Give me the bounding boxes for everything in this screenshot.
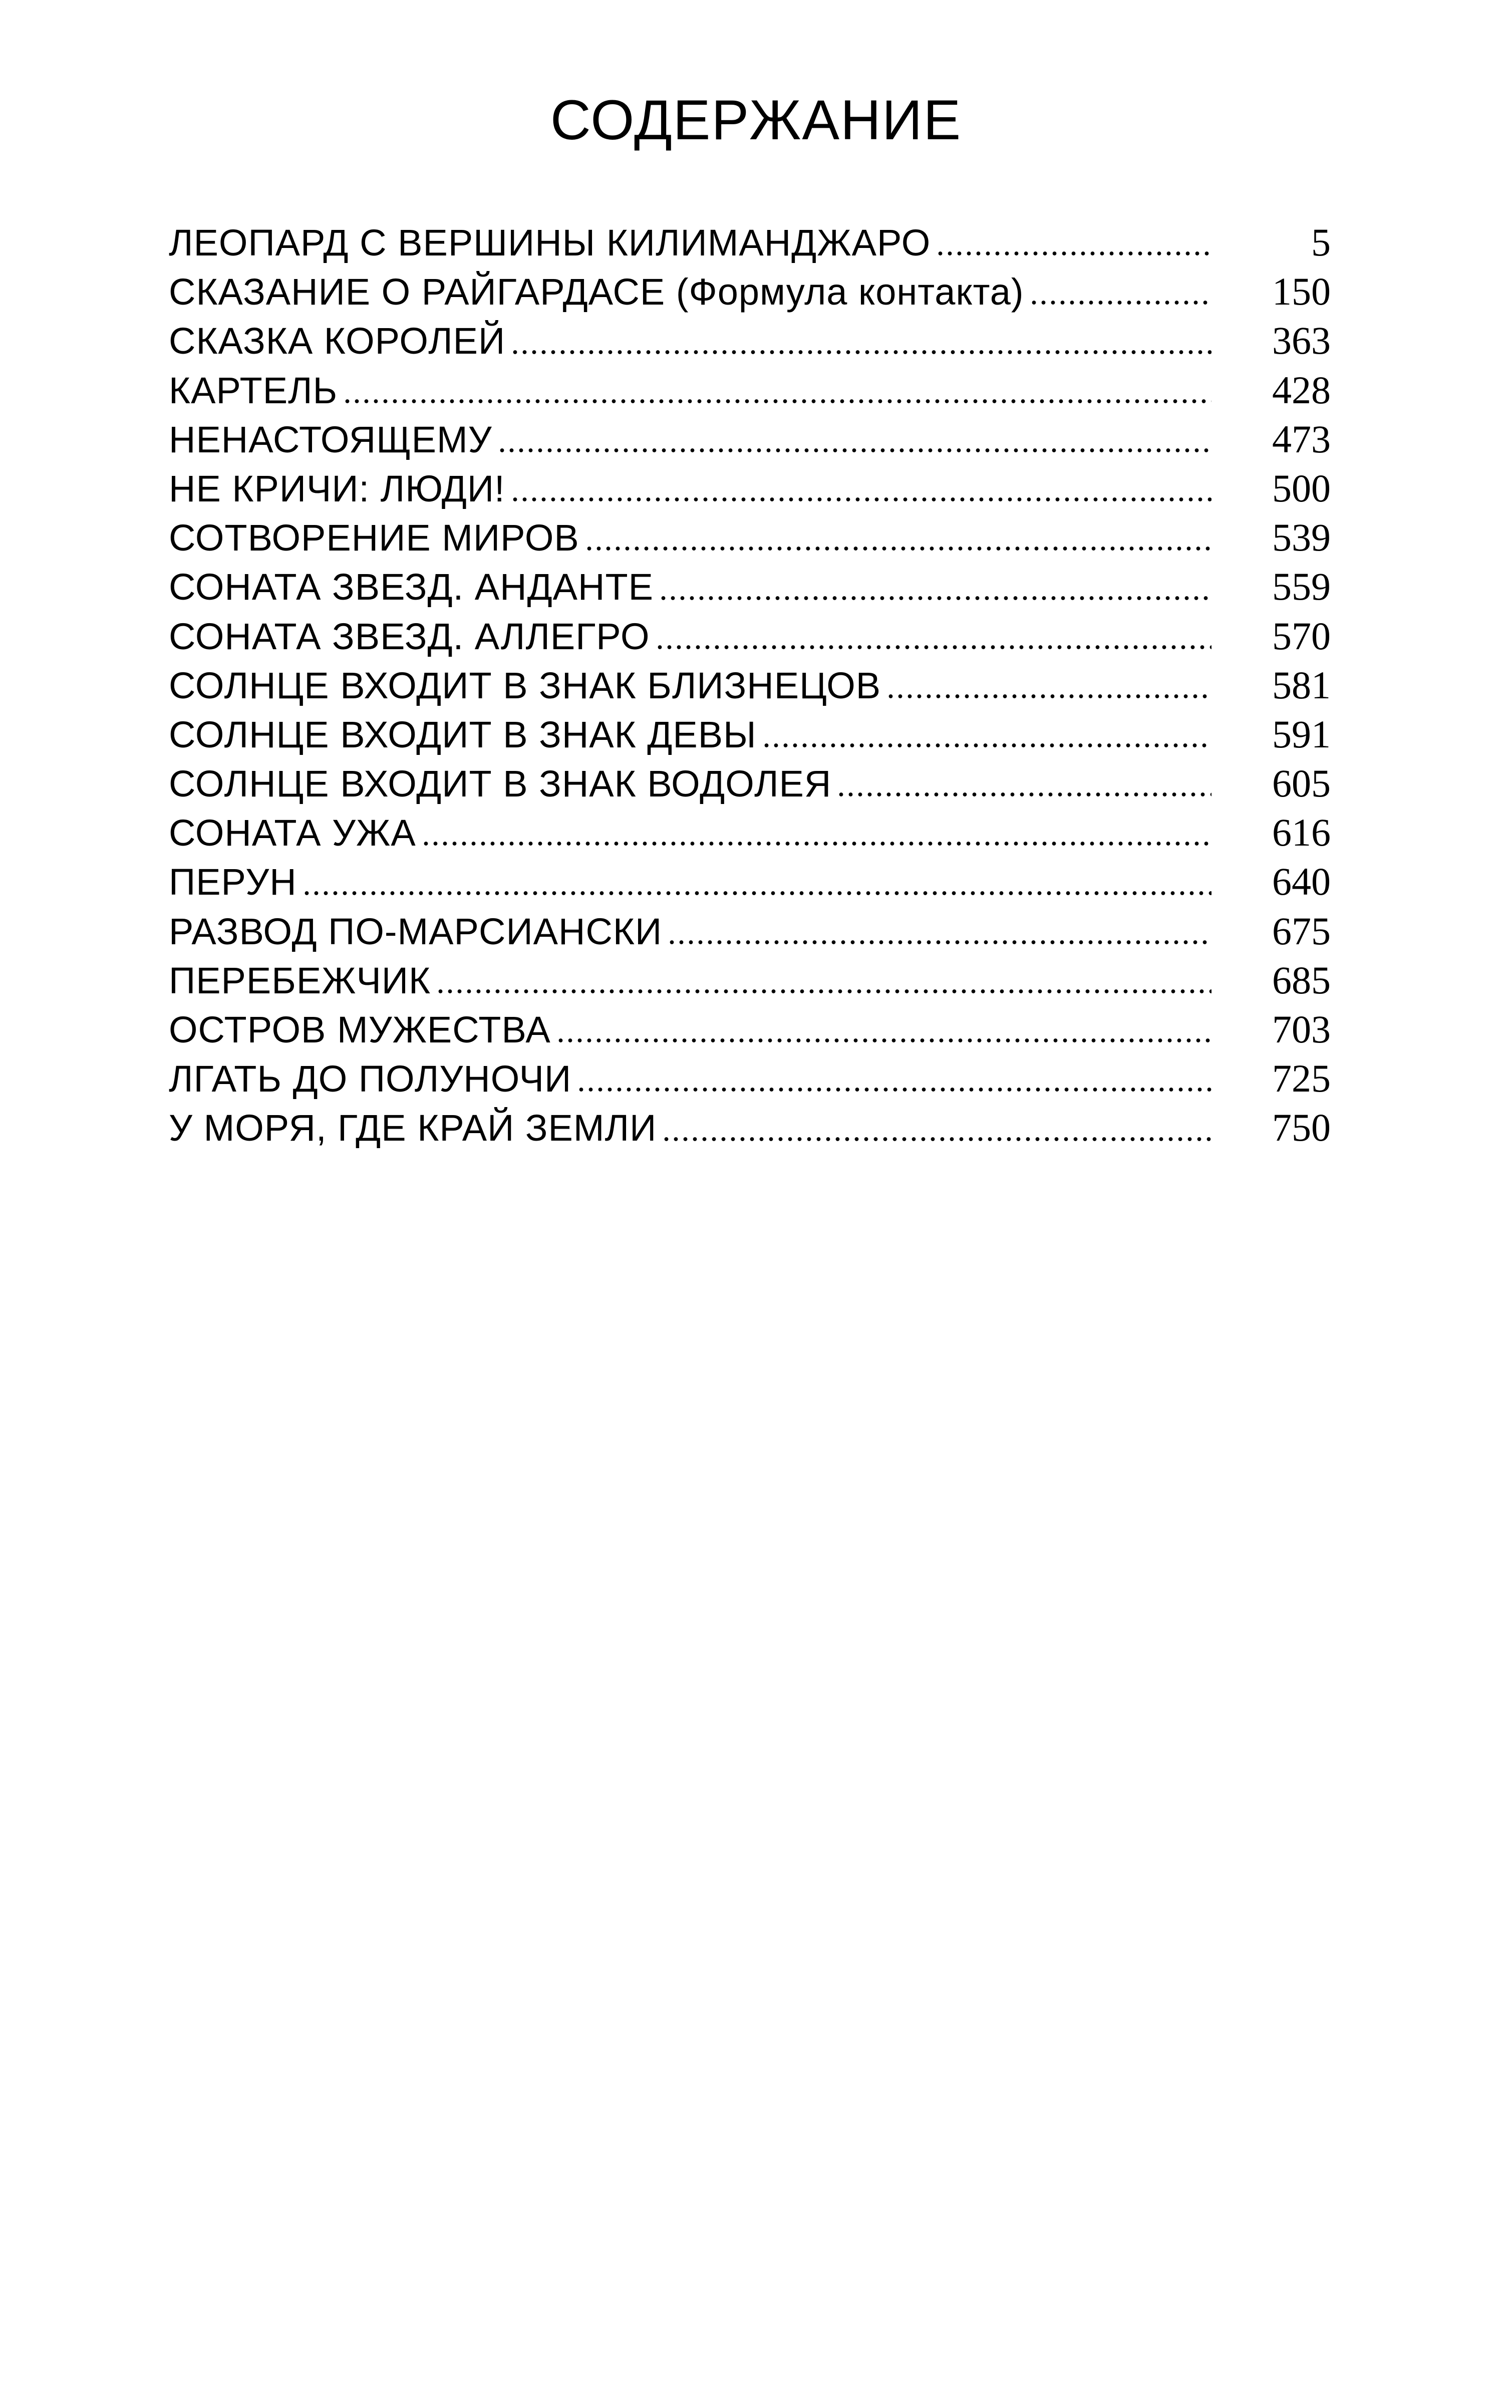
dot-leader xyxy=(659,596,1212,601)
toc-entry-page-number: 500 xyxy=(1272,466,1331,510)
toc-entry-title: СОТВОРЕНИЕ МИРОВ xyxy=(169,517,579,559)
toc-entry-page-number: 570 xyxy=(1272,614,1331,658)
dot-leader xyxy=(667,940,1212,945)
toc-entry xyxy=(169,513,1331,562)
toc-entry-title: ЛГАТЬ ДО ПОЛУНОЧИ xyxy=(169,1058,572,1100)
toc-entry xyxy=(169,710,1331,759)
toc-entry xyxy=(169,907,1331,956)
toc-entry-page-number: 5 xyxy=(1311,220,1331,264)
table-of-contents xyxy=(169,218,1331,1153)
toc-entry-page-number: 473 xyxy=(1272,417,1331,461)
toc-entry-title: ЛЕОПАРД С ВЕРШИНЫ КИЛИМАНДЖАРО xyxy=(169,222,931,263)
dot-leader xyxy=(302,891,1212,896)
toc-entry-page-number: 616 xyxy=(1272,811,1331,855)
toc-entry-page-number: 363 xyxy=(1272,319,1331,363)
toc-entry-title: ОСТРОВ МУЖЕСТВА xyxy=(169,1009,551,1050)
dot-leader xyxy=(343,399,1212,404)
toc-entry-title: ПЕРЕБЕЖЧИК xyxy=(169,959,431,1001)
toc-entry-page-number: 559 xyxy=(1272,565,1331,609)
toc-entry-title: РАЗВОД ПО-МАРСИАНСКИ xyxy=(169,910,663,952)
toc-entry-page-number: 581 xyxy=(1272,663,1331,707)
toc-entry xyxy=(169,1103,1331,1152)
toc-entry-title: СОЛНЦЕ ВХОДИТ В ЗНАК ВОДОЛЕЯ xyxy=(169,763,832,805)
toc-entry-title: КАРТЕЛЬ xyxy=(169,369,338,411)
toc-entry xyxy=(169,612,1331,661)
toc-entry-page-number: 725 xyxy=(1272,1056,1331,1101)
toc-entry-page-number: 428 xyxy=(1272,368,1331,412)
toc-entry xyxy=(169,267,1331,316)
toc-entry-title: СОНАТА УЖА xyxy=(169,812,416,854)
toc-entry-title: СКАЗАНИЕ О РАЙГАРДАСЕ (Формула контакта) xyxy=(169,271,1024,313)
toc-entry xyxy=(169,759,1331,808)
dot-leader xyxy=(510,350,1212,355)
toc-entry-page-number: 539 xyxy=(1272,515,1331,560)
toc-entry xyxy=(169,1005,1331,1054)
dot-leader xyxy=(936,251,1212,256)
dot-leader xyxy=(662,1137,1212,1142)
dot-leader xyxy=(576,1087,1212,1092)
toc-entry-page-number: 591 xyxy=(1272,712,1331,756)
toc-entry-title: СОЛНЦЕ ВХОДИТ В ЗНАК БЛИЗНЕЦОВ xyxy=(169,664,881,706)
toc-entry xyxy=(169,857,1331,906)
toc-entry-page-number: 150 xyxy=(1272,270,1331,314)
page-title: СОДЕРЖАНИЕ xyxy=(550,89,962,152)
toc-entry xyxy=(169,218,1331,267)
toc-entry xyxy=(169,661,1331,710)
toc-entry xyxy=(169,808,1331,857)
dot-leader xyxy=(436,989,1212,994)
dot-leader xyxy=(886,694,1212,699)
toc-entry xyxy=(169,366,1331,415)
toc-entry xyxy=(169,415,1331,464)
toc-entry-title: ПЕРУН xyxy=(169,861,297,903)
toc-entry-title: НЕ КРИЧИ: ЛЮДИ! xyxy=(169,467,505,509)
dot-leader xyxy=(584,546,1212,551)
toc-entry-page-number: 703 xyxy=(1272,1007,1331,1051)
toc-entry-title: СКАЗКА КОРОЛЕЙ xyxy=(169,320,506,362)
dot-leader xyxy=(762,743,1212,748)
dot-leader xyxy=(1029,300,1212,305)
dot-leader xyxy=(421,841,1212,846)
dot-leader xyxy=(497,448,1212,453)
toc-entry-title: СОНАТА ЗВЕЗД. АЛЛЕГРО xyxy=(169,615,650,657)
dot-leader xyxy=(556,1038,1212,1043)
toc-entry xyxy=(169,956,1331,1005)
toc-entry-page-number: 685 xyxy=(1272,958,1331,1002)
toc-entry-title: НЕНАСТОЯЩЕМУ xyxy=(169,418,492,460)
toc-entry-title: СОЛНЦЕ ВХОДИТ В ЗНАК ДЕВЫ xyxy=(169,713,757,755)
toc-entry xyxy=(169,316,1331,365)
toc-entry xyxy=(169,464,1331,513)
toc-entry xyxy=(169,1054,1331,1103)
toc-entry-page-number: 750 xyxy=(1272,1106,1331,1150)
toc-entry-page-number: 605 xyxy=(1272,761,1331,806)
toc-entry-page-number: 675 xyxy=(1272,909,1331,953)
toc-entry xyxy=(169,562,1331,611)
toc-entry-title: СОНАТА ЗВЕЗД. АНДАНТЕ xyxy=(169,566,654,608)
toc-entry-title: У МОРЯ, ГДЕ КРАЙ ЗЕМЛИ xyxy=(169,1107,657,1149)
toc-entry-page-number: 640 xyxy=(1272,860,1331,904)
dot-leader xyxy=(510,497,1212,502)
dot-leader xyxy=(836,792,1212,797)
dot-leader xyxy=(655,645,1212,650)
